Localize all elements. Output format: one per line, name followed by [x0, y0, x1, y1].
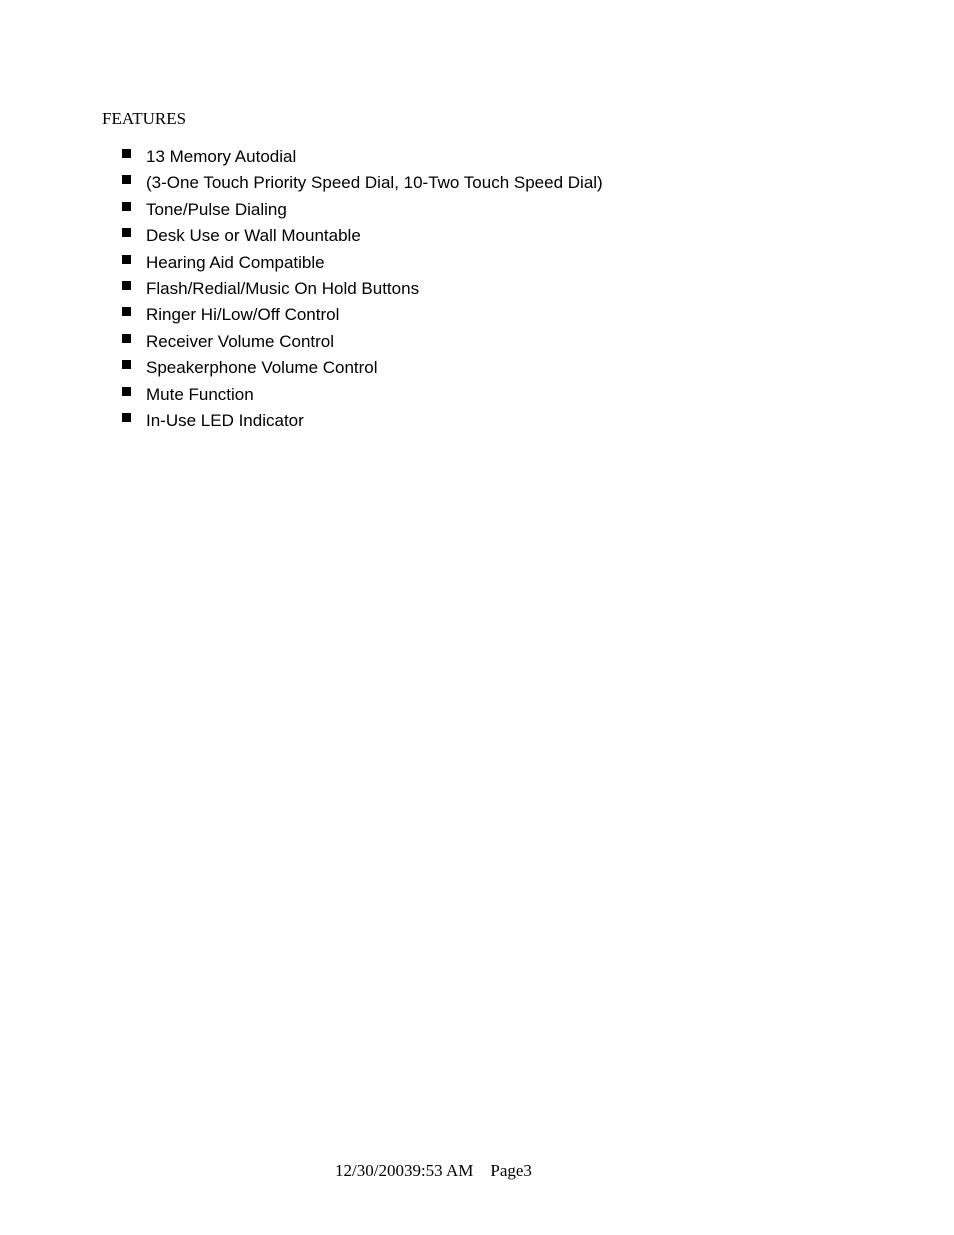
feature-text: Tone/Pulse Dialing [146, 199, 287, 219]
feature-text: Flash/Redial/Music On Hold Buttons [146, 278, 420, 298]
feature-item [120, 409, 603, 435]
page-footer [335, 1161, 532, 1181]
feature-item [120, 303, 603, 329]
square-bullet-icon [122, 360, 131, 369]
square-bullet-icon [122, 255, 131, 264]
square-bullet-icon [122, 281, 131, 290]
feature-item [120, 356, 603, 382]
features-heading: FEATURES [102, 109, 187, 128]
square-bullet-icon [122, 149, 131, 158]
feature-item [120, 277, 603, 303]
features-list [120, 145, 603, 435]
feature-item [120, 330, 603, 356]
feature-text: Receiver Volume Control [146, 331, 335, 351]
feature-text: In-Use LED Indicator [146, 410, 304, 430]
square-bullet-icon [122, 228, 131, 237]
feature-item [120, 383, 603, 409]
footer-timestamp: 12/30/20039:53 AM [335, 1161, 474, 1180]
square-bullet-icon [122, 334, 131, 343]
feature-text: Mute Function [146, 384, 254, 404]
square-bullet-icon [122, 175, 131, 184]
feature-item [120, 145, 603, 171]
square-bullet-icon [122, 307, 131, 316]
feature-item [120, 224, 603, 250]
feature-text: (3-One Touch Priority Speed Dial, 10-Two Touch Speed Dial) [146, 173, 603, 193]
feature-text: Desk Use or Wall Mountable [146, 226, 361, 246]
footer-page-number: Page3 [490, 1161, 532, 1180]
feature-text: Hearing Aid Compatible [146, 252, 325, 272]
square-bullet-icon [122, 413, 131, 422]
square-bullet-icon [122, 387, 131, 396]
feature-item [120, 251, 603, 277]
feature-text: Ringer Hi/Low/Off Control [146, 305, 340, 325]
feature-text: Speakerphone Volume Control [146, 358, 378, 378]
feature-text: 13 Memory Autodial [146, 147, 297, 166]
square-bullet-icon [122, 202, 131, 211]
feature-item [120, 198, 603, 224]
feature-item [120, 171, 603, 197]
